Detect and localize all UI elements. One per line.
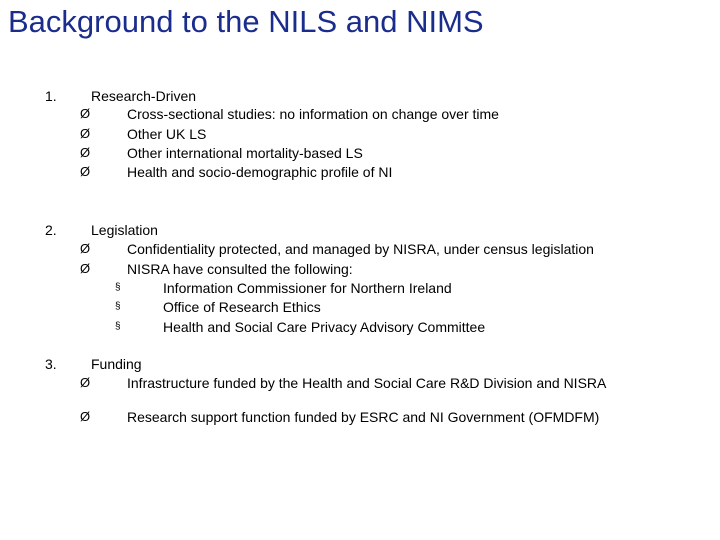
section-number: 3.: [45, 356, 57, 372]
section-heading: Research-Driven: [91, 88, 197, 104]
sub-bullet-text: Health and Social Care Privacy Advisory Committee: [163, 319, 486, 335]
arrow-bullet-icon: Ø: [80, 126, 91, 141]
bullet-text: Other UK LS: [127, 126, 207, 142]
bullet-text: Other international mortality-based LS: [127, 145, 363, 161]
arrow-bullet-icon: Ø: [80, 106, 91, 121]
bullet-text: Health and socio-demographic profile of NI: [127, 164, 393, 180]
arrow-bullet-icon: Ø: [80, 241, 91, 256]
section-number: 2.: [45, 222, 57, 238]
square-bullet-icon: §: [115, 321, 121, 332]
sub-bullet-text: Information Commissioner for Northern Ireland: [163, 280, 452, 296]
square-bullet-icon: §: [115, 282, 121, 293]
arrow-bullet-icon: Ø: [80, 261, 91, 276]
sub-bullet-text: Office of Research Ethics: [163, 299, 321, 315]
bullet-text: Infrastructure funded by the Health and Social Care R&D Division and NISRA: [127, 375, 607, 391]
arrow-bullet-icon: Ø: [80, 145, 91, 160]
section-heading: Funding: [91, 356, 142, 372]
square-bullet-icon: §: [115, 301, 121, 312]
bullet-text: NISRA have consulted the following:: [127, 261, 353, 277]
bullet-text: Research support function funded by ESRC and NI Government (OFMDFM): [127, 409, 600, 425]
arrow-bullet-icon: Ø: [80, 409, 91, 424]
slide-title: Background to the NILS and NIMS: [8, 4, 484, 39]
bullet-text: Confidentiality protected, and managed by NISRA, under census legislation: [127, 241, 594, 257]
arrow-bullet-icon: Ø: [80, 164, 91, 179]
bullet-text: Cross-sectional studies: no information on change over time: [127, 106, 499, 122]
arrow-bullet-icon: Ø: [80, 375, 91, 390]
section-number: 1.: [45, 88, 57, 104]
section-heading: Legislation: [91, 222, 158, 238]
